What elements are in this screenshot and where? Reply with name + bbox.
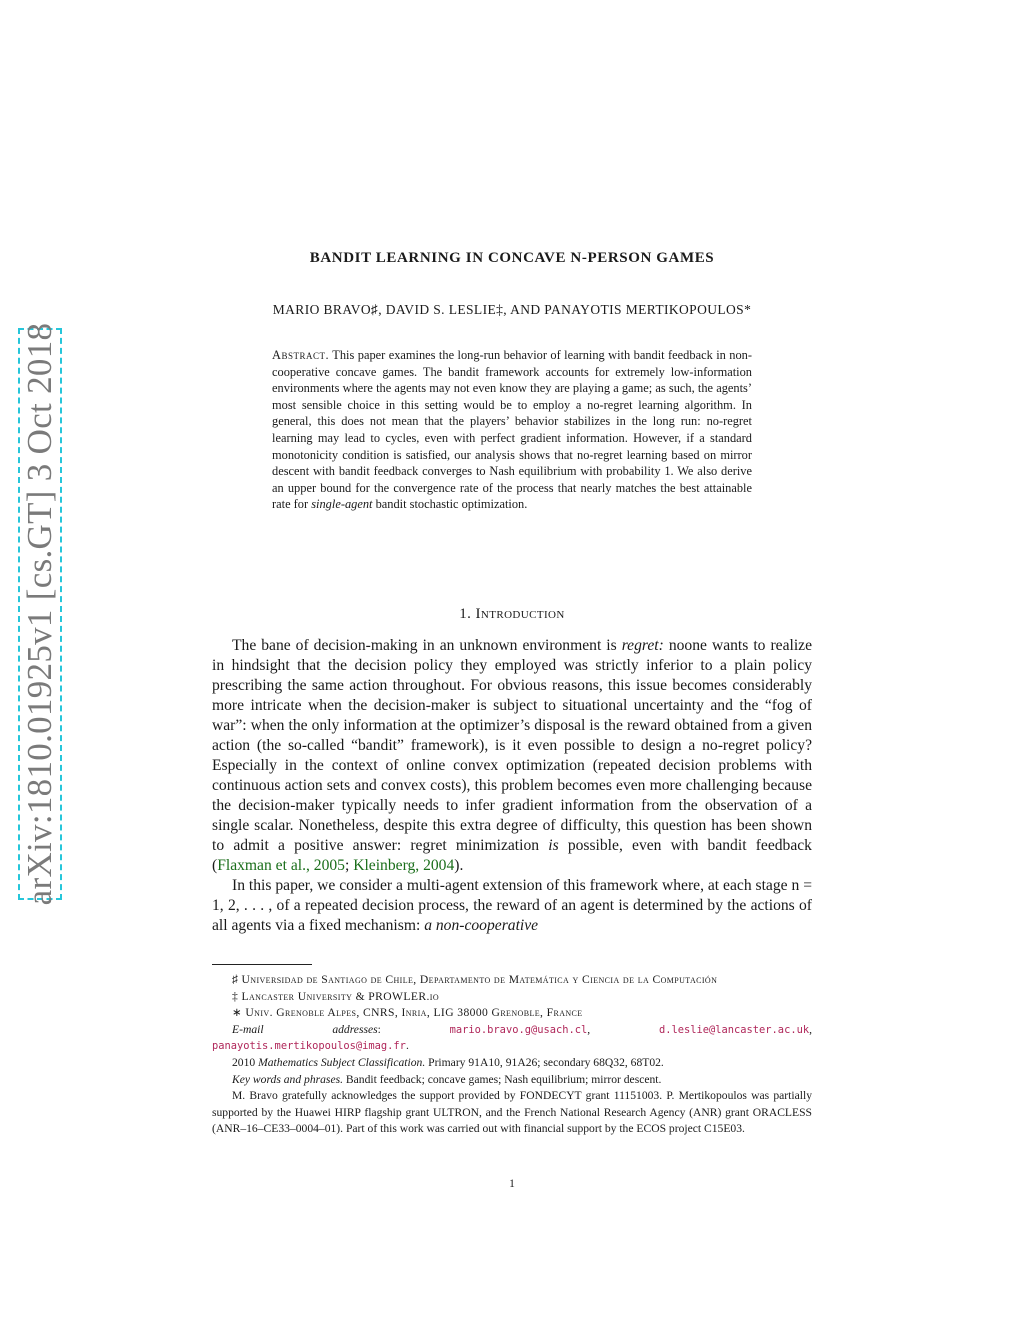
- msc-classification: 2010 Mathematics Subject Classification. Primary 91A10, 91A26; secondary 68Q32, 68T02.: [232, 1055, 664, 1069]
- keywords: Key words and phrases. Bandit feedback; concave games; Nash equilibrium; mirror descent.: [232, 1072, 662, 1086]
- footnote-rule: [212, 964, 312, 965]
- email-bravo[interactable]: mario.bravo.g@usach.cl: [449, 1023, 588, 1036]
- section-title: Introduction: [475, 606, 565, 622]
- affiliation-santiago: ♯ Universidad de Santiago de Chile, Departamento de Matemática y Ciencia de la Computación: [232, 973, 718, 986]
- section-number: 1.: [459, 606, 472, 622]
- abstract-tail: bandit stochastic optimization.: [372, 497, 528, 512]
- paragraph-2: In this paper, we consider a multi-agent extension of this framework where, at each stage n = 1, 2, . . . , of a repeated decision process, the reward of an agent is determined by the actions of all agents via a fixed mechanism: a non-cooperative: [212, 877, 812, 934]
- abstract: [272, 347, 752, 513]
- paper-title: BANDIT LEARNING IN CONCAVE N-PERSON GAMES: [309, 250, 715, 266]
- affiliation-lancaster: ‡ Lancaster University & PROWLER.io: [232, 989, 440, 1003]
- abstract-emphasis: single-agent: [311, 497, 373, 512]
- abstract-label: Abstract.: [272, 348, 330, 362]
- body-text: [212, 636, 812, 936]
- footnotes: [212, 972, 812, 1138]
- page-number: 1: [509, 1178, 515, 1190]
- abstract-text: This paper examines the long-run behavior of learning with bandit feedback in non-cooperative concave games. The bandit framework accounts for extremely low-information environments where the agents may not even know they are playing a game; as such, the agents’ most sensible choice in this setting would be to employ a no-regret learning algorithm. In general, this does not mean that the players’ behavior stabilizes in the long run: no-regret learning may lead to cycles, even with perfect gradient information. However, if a standard monotonicity condition is satisfied, our analysis shows that no-regret learning based on mirror descent with bandit feedback converges to Nash equilibrium with probability 1. We also derive an upper bound for the convergence rate of the process that nearly matches the best attainable rate for: [272, 348, 752, 512]
- paragraph-1: The bane of decision-making in an unknown environment is regret: noone wants to realize in hindsight that the decision policy they employed was strictly inferior to a plain policy prescribing the same action throughout. For obvious reasons, this issue becomes considerably more intricate when the decision-maker is subject to situational uncertainty and the “fog of war”: when the only information at the optimizer’s disposal is the reward obtained from a given action (the so-called “bandit” framework), is it even possible to design a no-regret policy? Especially in the context of online convex optimization (repeated decision problems with continuous action sets and convex costs), this problem becomes even more challenging because the decision-maker typically needs to infer gradient information from the observation of a single scalar. Nonetheless, despite this extra degree of difficulty, this question has been shown to admit a positive answer: regret minimization is possible, even with bandit feedback (Flaxman et al., 2005; Kleinberg, 2004).: [212, 637, 812, 874]
- citation-kleinberg[interactable]: Kleinberg, 2004: [353, 857, 455, 874]
- citation-flaxman[interactable]: Flaxman et al., 2005: [217, 857, 345, 874]
- email-addresses: E-mail addresses: mario.bravo.g@usach.cl, d.leslie@lancaster.ac.uk, panayotis.mertikopoulos@imag.fr.: [212, 1022, 812, 1053]
- acknowledgments: M. Bravo gratefully acknowledges the support provided by FONDECYT grant 11151003. P. Mertikopoulos was partially supported by the Huawei HIRP flagship grant ULTRON, and the French National Research Agency (ANR) grant ORACLESS (ANR–16–CE33–0004–01). Part of this work was carried out with financial support by the ECOS project C15E03.: [212, 1089, 812, 1136]
- email-mertikopoulos[interactable]: panayotis.mertikopoulos@imag.fr: [212, 1040, 406, 1053]
- affiliation-grenoble: ∗ Univ. Grenoble Alpes, CNRS, Inria, LIG 38000 Grenoble, France: [232, 1006, 583, 1020]
- author-list: MARIO BRAVO♯, DAVID S. LESLIE‡, AND PANAYOTIS MERTIKOPOULOS*: [272, 302, 752, 317]
- arxiv-id[interactable]: arXiv:1810.01925v1 [cs.GT] 3 Oct 2018: [20, 322, 59, 906]
- section-heading: [0, 606, 1024, 623]
- email-leslie[interactable]: d.leslie@lancaster.ac.uk: [658, 1023, 810, 1036]
